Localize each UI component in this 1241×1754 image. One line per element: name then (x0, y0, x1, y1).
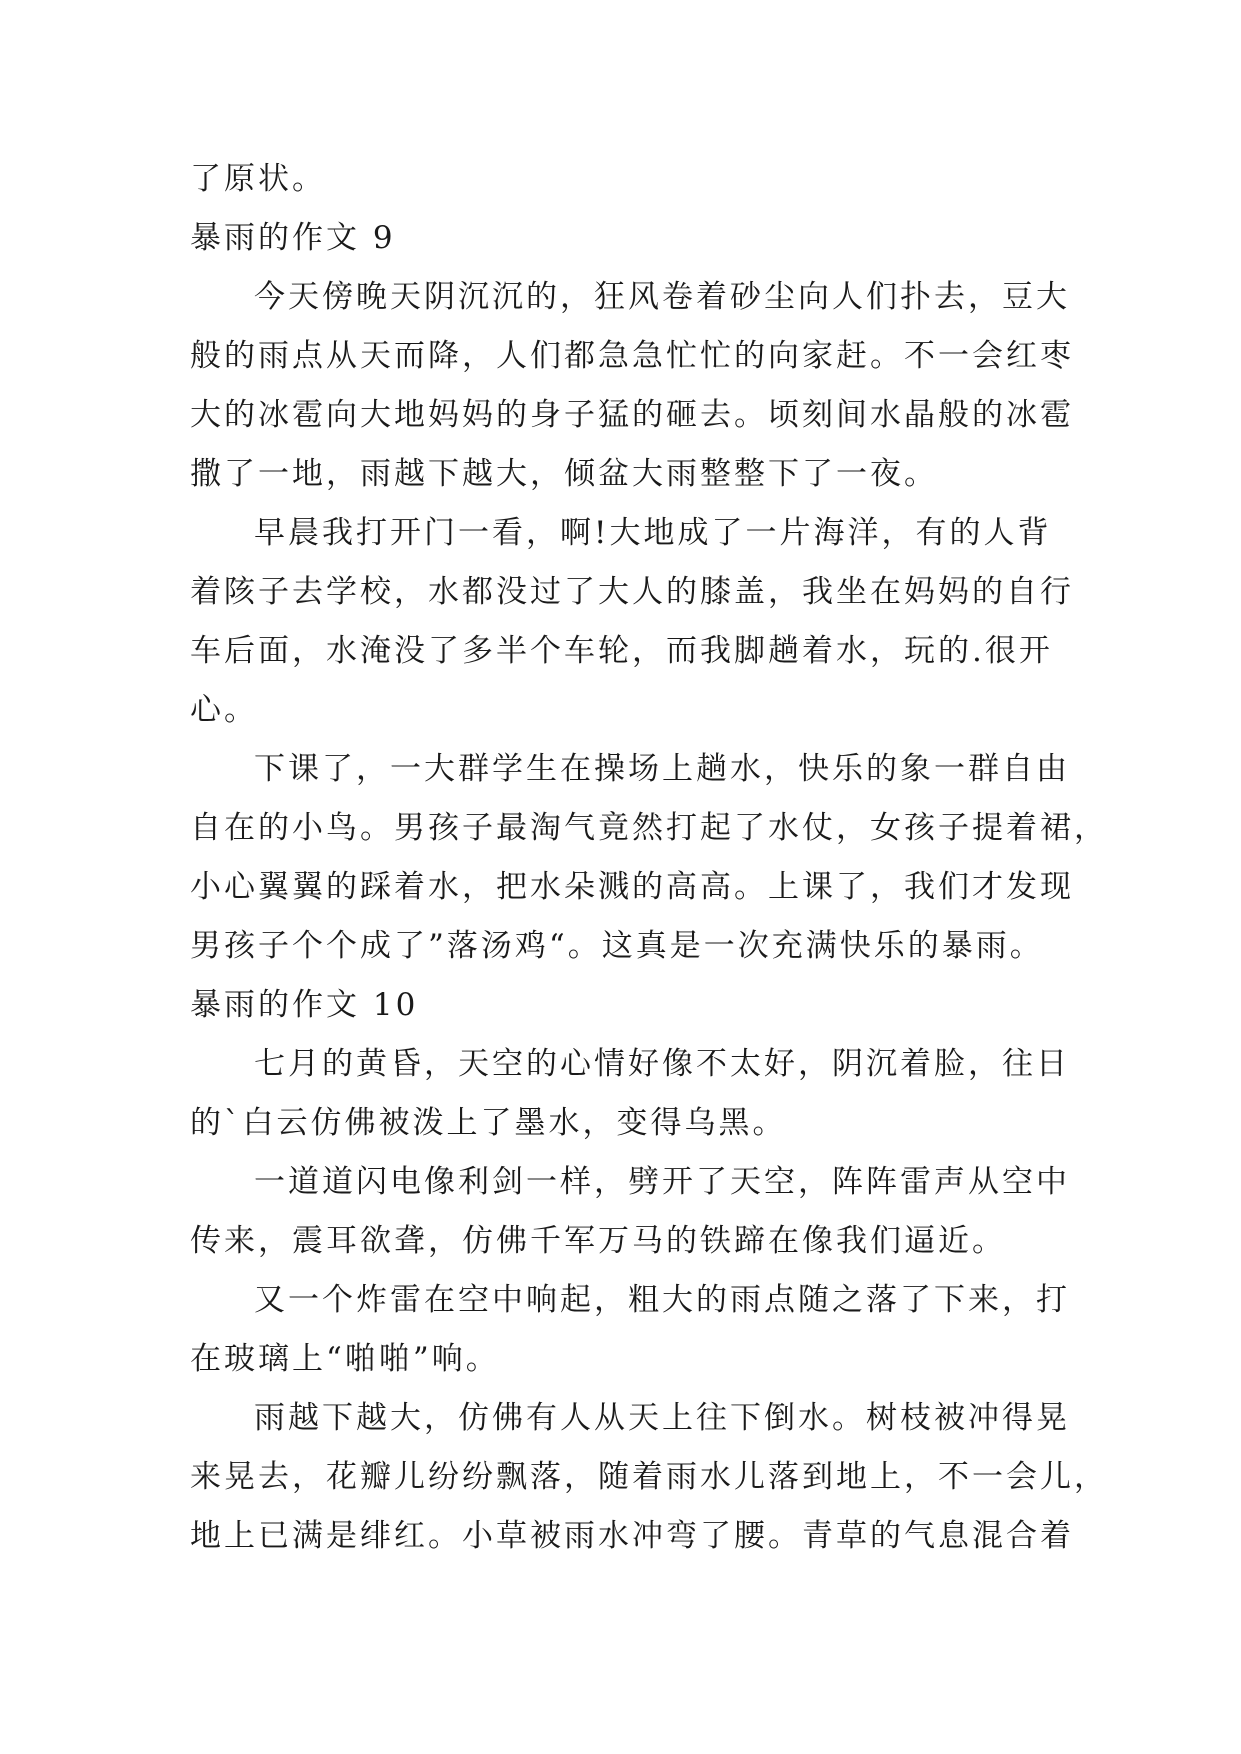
paragraph-line: 地上已满是绯红。小草被雨水冲弯了腰。青草的气息混合着 (190, 1518, 1074, 1554)
paragraph-line: 来晃去，花瓣儿纷纷飘落，随着雨水儿落到地上，不一会儿， (190, 1459, 1108, 1495)
paragraph-line: 心。 (190, 692, 258, 728)
paragraph-line: 小心翼翼的踩着水，把水朵溅的高高。上课了，我们才发现 (190, 869, 1074, 905)
text-line: 了原状。 (190, 161, 326, 197)
paragraph-line: 雨越下越大，仿佛有人从天上往下倒水。树枝被冲得晃 (254, 1400, 1070, 1436)
paragraph-line: 大的冰雹向大地妈妈的身子猛的砸去。顷刻间水晶般的冰雹 (190, 397, 1074, 433)
paragraph-line: 早晨我打开门一看，啊!大地成了一片海洋，有的人背 (254, 515, 1052, 551)
paragraph-line: 传来，震耳欲聋，仿佛千军万马的铁蹄在像我们逼近。 (190, 1223, 1006, 1259)
essay-heading: 暴雨的作文 10 (190, 987, 419, 1023)
paragraph-line: 撒了一地，雨越下越大，倾盆大雨整整下了一夜。 (190, 456, 938, 492)
paragraph-line: 男孩子个个成了”落汤鸡“。这真是一次充满快乐的暴雨。 (190, 928, 1044, 964)
paragraph-line: 自在的小鸟。男孩子最淘气竟然打起了水仗，女孩子提着裙， (190, 810, 1108, 846)
paragraph-line: 般的雨点从天而降，人们都急急忙忙的向家赶。不一会红枣 (190, 338, 1074, 374)
paragraph-line: 下课了，一大群学生在操场上趟水，快乐的象一群自由 (254, 751, 1070, 787)
paragraph-line: 的`白云仿佛被泼上了墨水，变得乌黑。 (190, 1105, 787, 1141)
paragraph-line: 着陔子去学校，水都没过了大人的膝盖，我坐在妈妈的自行 (190, 574, 1074, 610)
paragraph-line: 在玻璃上“啪啪”响。 (190, 1341, 500, 1377)
paragraph-line: 又一个炸雷在空中响起，粗大的雨点随之落了下来，打 (254, 1282, 1070, 1318)
paragraph-line: 今天傍晚天阴沉沉的，狂风卷着砂尘向人们扑去，豆大 (254, 279, 1070, 315)
paragraph-line: 车后面，水淹没了多半个车轮，而我脚趟着水，玩的.很开 (190, 633, 1053, 669)
paragraph-line: 一道道闪电像利剑一样，劈开了天空，阵阵雷声从空中 (254, 1164, 1070, 1200)
essay-heading: 暴雨的作文 9 (190, 220, 396, 256)
paragraph-line: 七月的黄昏，天空的心情好像不太好，阴沉着脸，往日 (254, 1046, 1070, 1082)
